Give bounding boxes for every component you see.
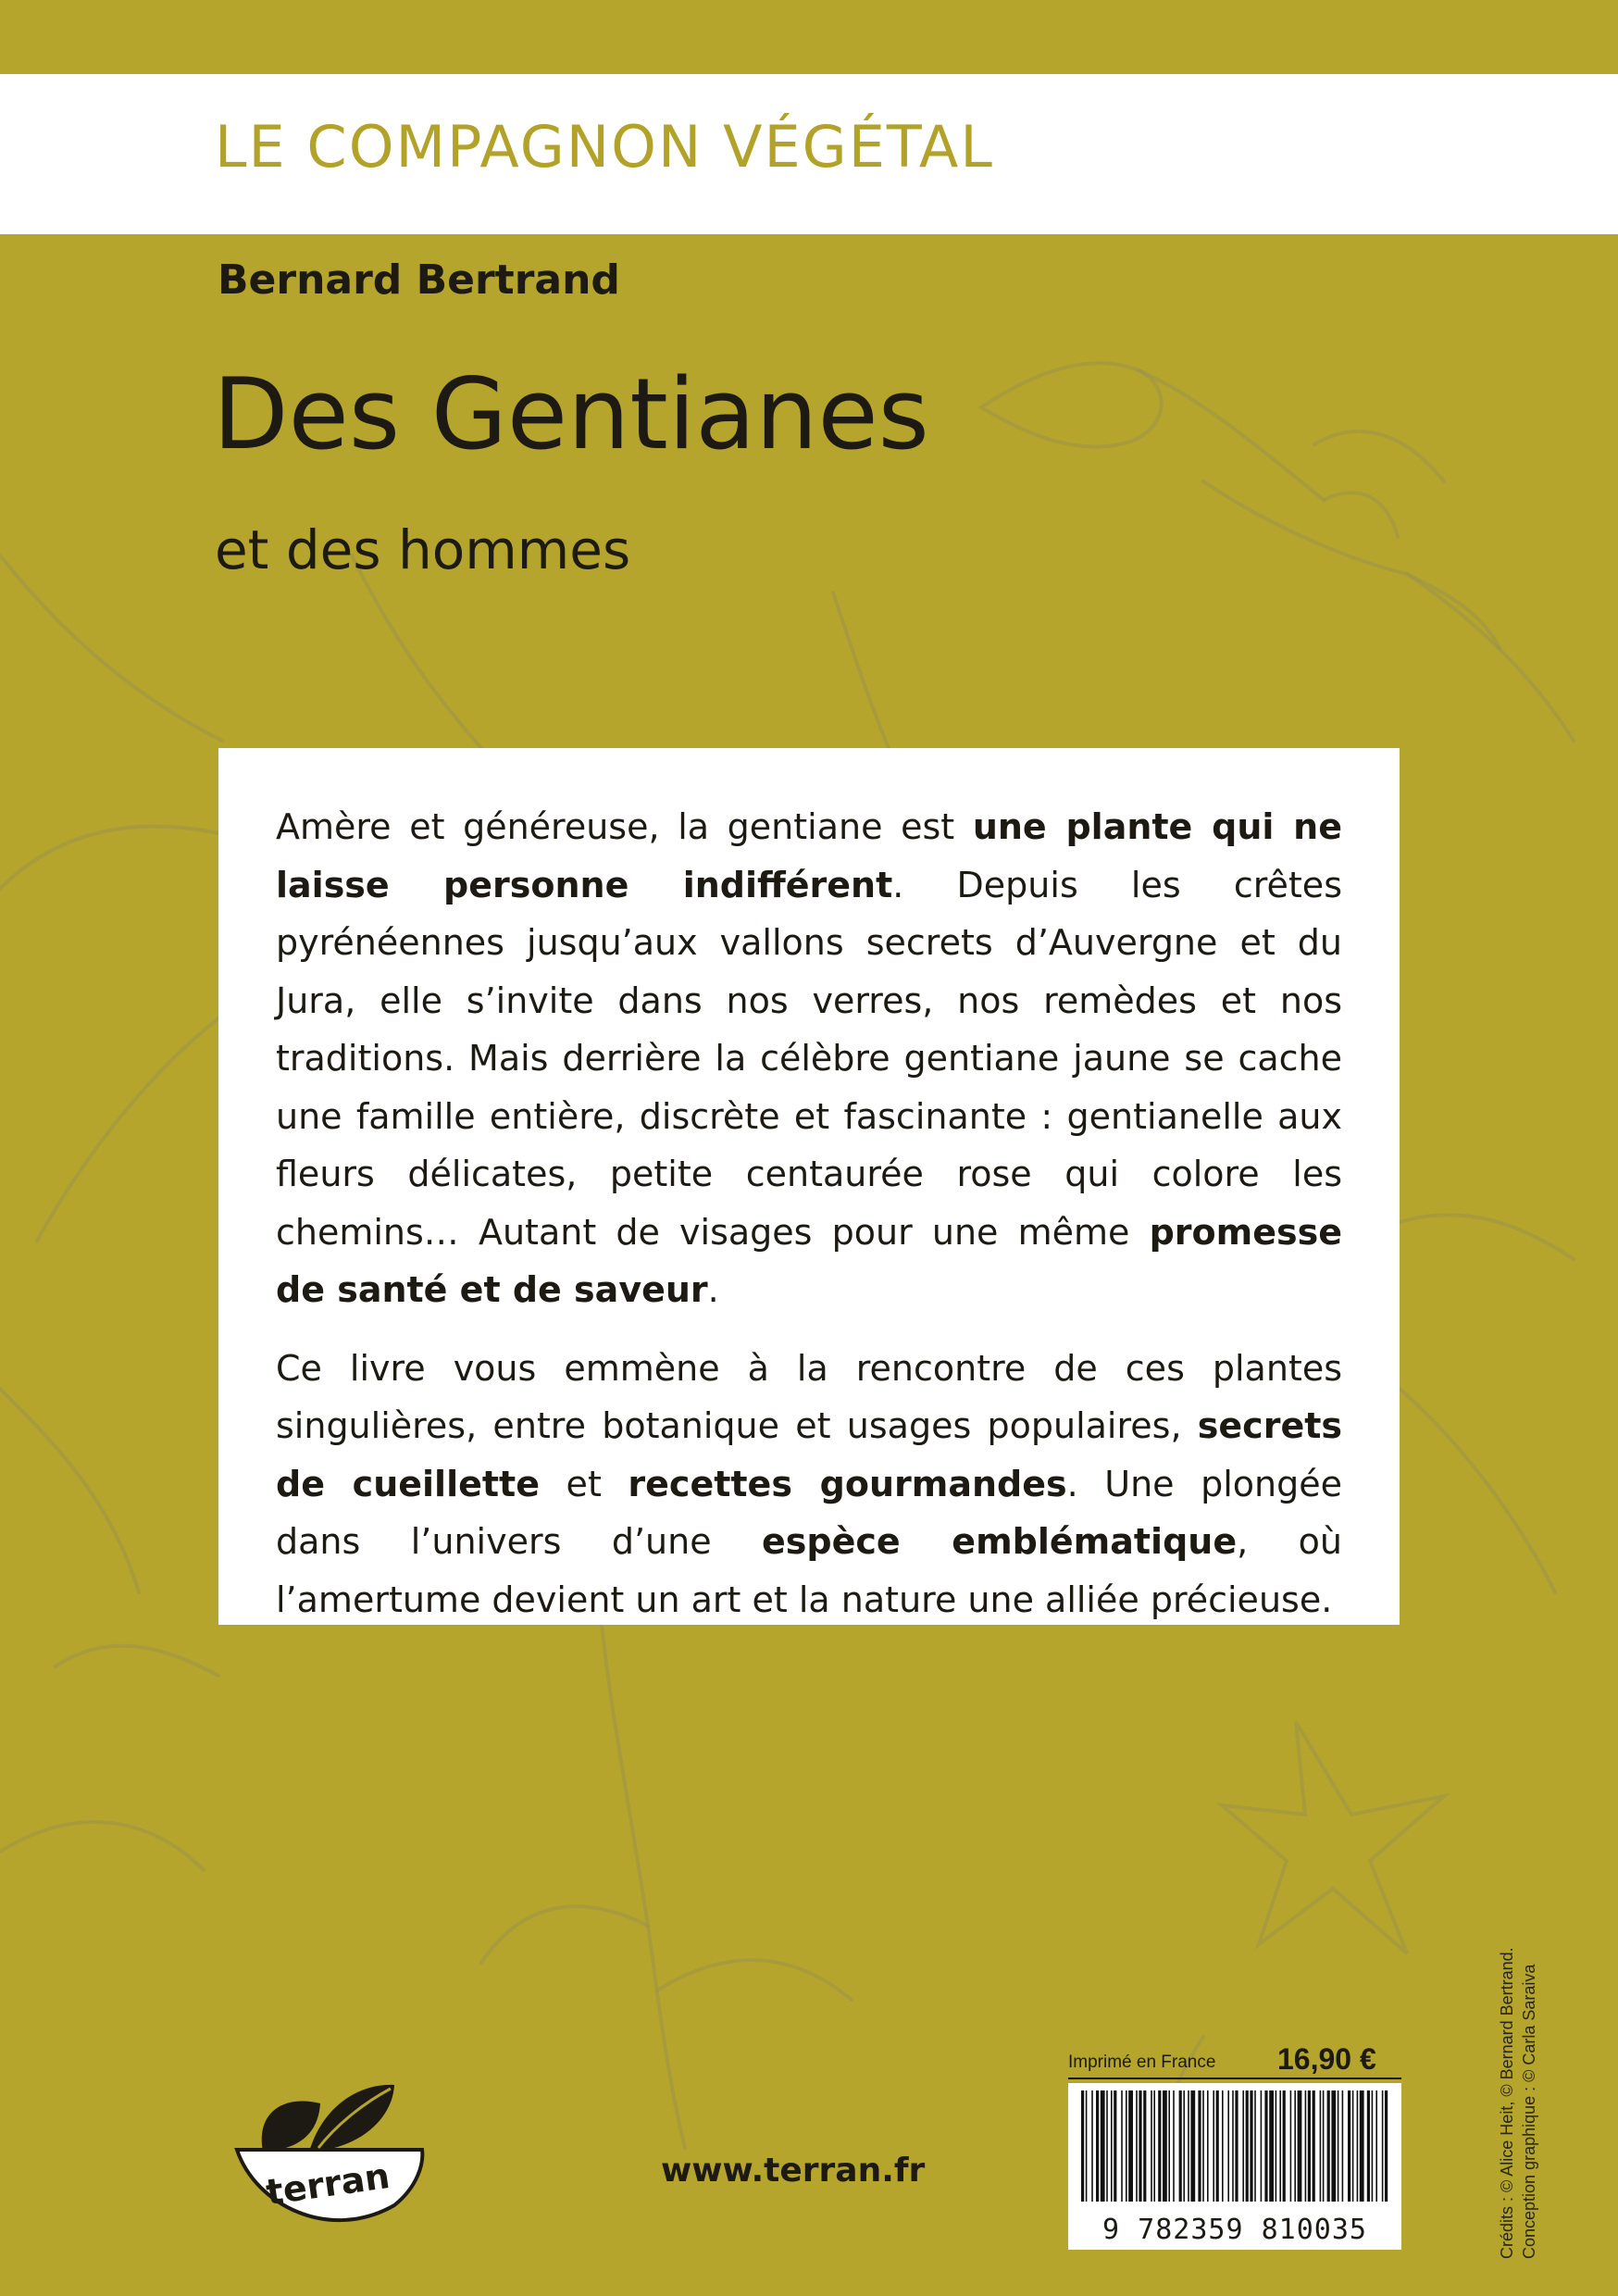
blurb-paragraph-2 [276, 1340, 1342, 1629]
blurb-text: . Depuis les crêtes pyrénéennes jusqu’aux vallons secrets d’Auvergne et du Jura, elle s’invite dans nos verres, nos remèdes et nos traditions. Mais derrière la célèbre gentiane jaune se cache une famille entière, discrète et fascinante : gentianelle aux fleurs délicates, petite centaurée rose qui colore les chemins… Autant de visages pour une même [276, 864, 1342, 1253]
printed-in-label: Imprimé en France [1068, 2053, 1216, 2072]
barcode [1068, 2083, 1401, 2250]
blurb-emphasis: secrets de cueillette [276, 1405, 1342, 1504]
blurb-emphasis: promesse de santé et de saveur [276, 1211, 1342, 1310]
price-label: 16,90 € [1277, 2042, 1376, 2076]
blurb-text: . [707, 1269, 719, 1310]
author-name: Bernard Bertrand [218, 256, 620, 304]
blurb-text: Ce livre vous emmène à la rencontre de ces plantes singulières, entre botanique et usages populaires, [276, 1347, 1342, 1446]
blurb-text: Amère et généreuse, la gentiane est [276, 806, 973, 847]
blurb-emphasis: recettes gourmandes [628, 1463, 1067, 1504]
blurb-emphasis: une plante qui ne laisse personne indifférent [276, 806, 1342, 905]
blurb-text: , où l’amertume devient un art et la nature une alliée précieuse. [276, 1521, 1342, 1620]
credits [1496, 1947, 1540, 2259]
isbn-number: 9 782359 810035 [1102, 2214, 1367, 2246]
blurb-box [218, 748, 1400, 1625]
website-link[interactable]: www.terran.fr [661, 2152, 926, 2190]
series-title: LE COMPAGNON VÉGÉTAL [215, 113, 994, 181]
blurb-text: et [540, 1463, 629, 1504]
blurb-emphasis: espèce emblématique [762, 1521, 1238, 1562]
blurb-paragraph-1 [276, 798, 1342, 1319]
publisher-logo [218, 2066, 426, 2252]
credits-line-1: Crédits : © Alice Heit, © Bernard Bertrand. [1498, 1947, 1516, 2259]
blurb-text: . Une plongée dans l’univers d’une [276, 1463, 1343, 1562]
price-divider [1068, 2078, 1401, 2079]
book-title: Des Gentianes [213, 357, 929, 471]
publisher-logo-text: terran [263, 2155, 392, 2214]
book-subtitle: et des hommes [215, 518, 631, 581]
credits-line-2: Conception graphique : © Carla Saraiva [1520, 1964, 1538, 2259]
barcode-icon [1077, 2090, 1392, 2202]
